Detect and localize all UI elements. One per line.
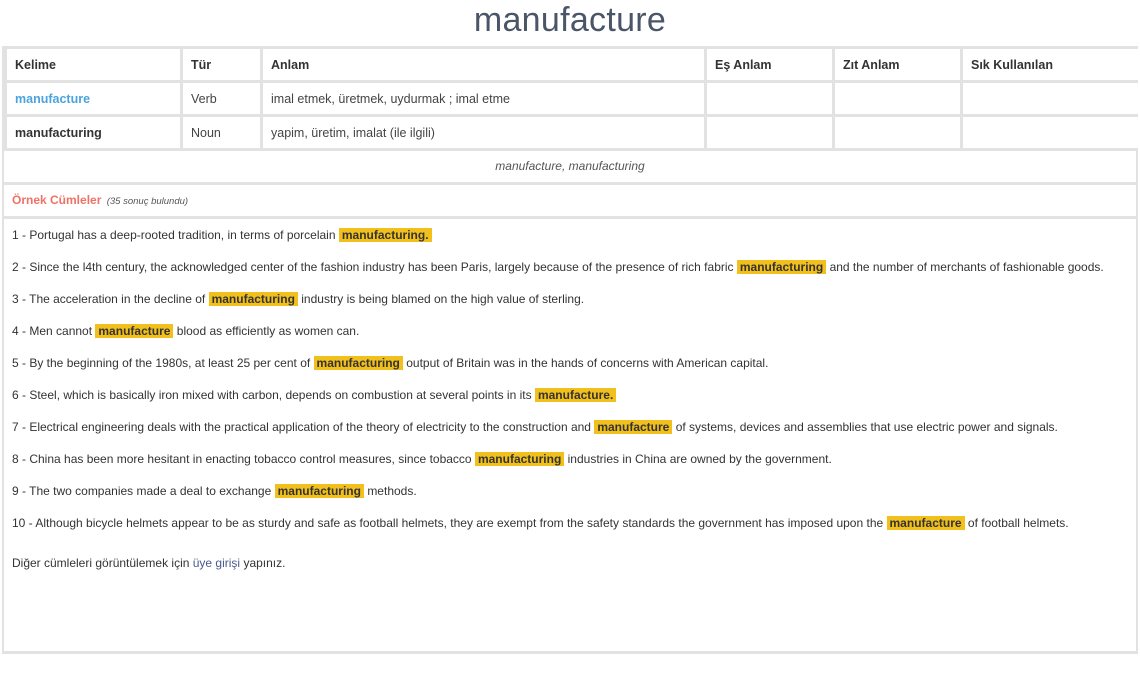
sentence-text: methods. [367, 484, 417, 498]
antonym-cell [835, 117, 960, 148]
highlighted-word: manufacturing [737, 260, 826, 274]
synonym-cell [707, 83, 832, 114]
sentence-text: industries in China are owned by the government. [567, 452, 832, 466]
antonym-cell [835, 83, 960, 114]
highlighted-word: manufacture [887, 516, 965, 530]
sentence-text: blood as efficiently as women can. [176, 324, 360, 338]
header-zit-anlam: Zıt Anlam [835, 49, 960, 80]
highlighted-word: manufacturing [275, 484, 364, 498]
sentence-text: 7 - Electrical engineering deals with the practical application of the theory of electricity to the construction and [12, 420, 591, 434]
list-item [12, 353, 1128, 374]
list-item [12, 449, 1128, 470]
meaning-cell: imal etmek, üretmek, uydurmak ; imal etme [263, 83, 704, 114]
sentence-text: of systems, devices and assemblies that use electric power and signals. [675, 420, 1058, 434]
highlighted-word: manufacturing [314, 356, 403, 370]
list-item [12, 225, 1128, 246]
list-item [12, 513, 1128, 534]
common-cell [963, 117, 1140, 148]
sentence-text: industry is being blamed on the high value of sterling. [301, 292, 585, 306]
sentence-text: and the number of merchants of fashionable goods. [829, 260, 1104, 274]
list-item [12, 257, 1128, 278]
common-cell [963, 83, 1140, 114]
word-cell[interactable] [7, 83, 180, 114]
highlighted-word: manufacture [594, 420, 672, 434]
header-anlam: Anlam [263, 49, 704, 80]
highlighted-word: manufacture [95, 324, 173, 338]
table-header-row [7, 49, 1140, 80]
sentence-text: 6 - Steel, which is basically iron mixed with carbon, depends on combustion at several points in its [12, 388, 532, 402]
word-link[interactable]: manufacture [15, 91, 91, 106]
list-item [12, 289, 1128, 310]
highlighted-word: manufacturing [209, 292, 298, 306]
word-cell [7, 117, 180, 148]
synonym-cell [707, 117, 832, 148]
table-row [7, 83, 1140, 114]
type-cell: Noun [183, 117, 260, 148]
header-es-anlam: Eş Anlam [707, 49, 832, 80]
list-item [12, 385, 1128, 406]
examples-count: (35 sonuç bulundu) [106, 196, 189, 207]
table-row [7, 117, 1140, 148]
word-table [4, 46, 1140, 151]
dictionary-panel [2, 46, 1138, 654]
header-tur: Tür [183, 49, 260, 80]
sentence-text: 5 - By the beginning of the 1980s, at least 25 per cent of [12, 356, 311, 370]
list-item [12, 417, 1128, 438]
sentence-text: 9 - The two companies made a deal to exchange [12, 484, 272, 498]
word-forms: manufacture, manufacturing [4, 151, 1136, 182]
list-item [12, 481, 1128, 502]
sentence-text: 10 - Although bicycle helmets appear to be as sturdy and safe as football helmets, they are exempt from the safety standards the government has imposed upon the [12, 516, 884, 530]
header-sik-kullanilan: Sık Kullanılan [963, 49, 1140, 80]
sentence-text: 4 - Men cannot [12, 324, 93, 338]
highlighted-word: manufacturing. [339, 228, 432, 242]
login-note-text: Diğer cümleleri görüntülemek için [12, 556, 190, 570]
highlighted-word: manufacturing [475, 452, 564, 466]
word-text: manufacturing [15, 125, 102, 140]
login-note [12, 556, 1128, 570]
sentence-text: 8 - China has been more hesitant in enacting tobacco control measures, since tobacco [12, 452, 472, 466]
header-kelime: Kelime [7, 49, 180, 80]
page-title: manufacture [473, 1, 667, 39]
login-note-suffix: yapınız. [243, 556, 286, 570]
sentence-text: 1 - Portugal has a deep-rooted tradition, in terms of porcelain [12, 228, 336, 242]
sentence-text: of football helmets. [967, 516, 1069, 530]
list-item [12, 321, 1128, 342]
meaning-cell: yapim, üretim, imalat (ile ilgili) [263, 117, 704, 148]
examples-header [4, 185, 1136, 216]
type-cell: Verb [183, 83, 260, 114]
example-sentences [4, 219, 1136, 651]
sentence-text: 2 - Since the l4th century, the acknowledged center of the fashion industry has been Paris, largely because of the presence of rich fabric [12, 260, 734, 274]
highlighted-word: manufacture. [535, 388, 616, 402]
sentence-list [12, 225, 1128, 534]
sentence-text: output of Britain was in the hands of concerns with American capital. [406, 356, 769, 370]
sentence-text: 3 - The acceleration in the decline of [12, 292, 206, 306]
login-link[interactable]: üye girişi [192, 556, 241, 570]
examples-label: Örnek Cümleler [12, 193, 102, 207]
